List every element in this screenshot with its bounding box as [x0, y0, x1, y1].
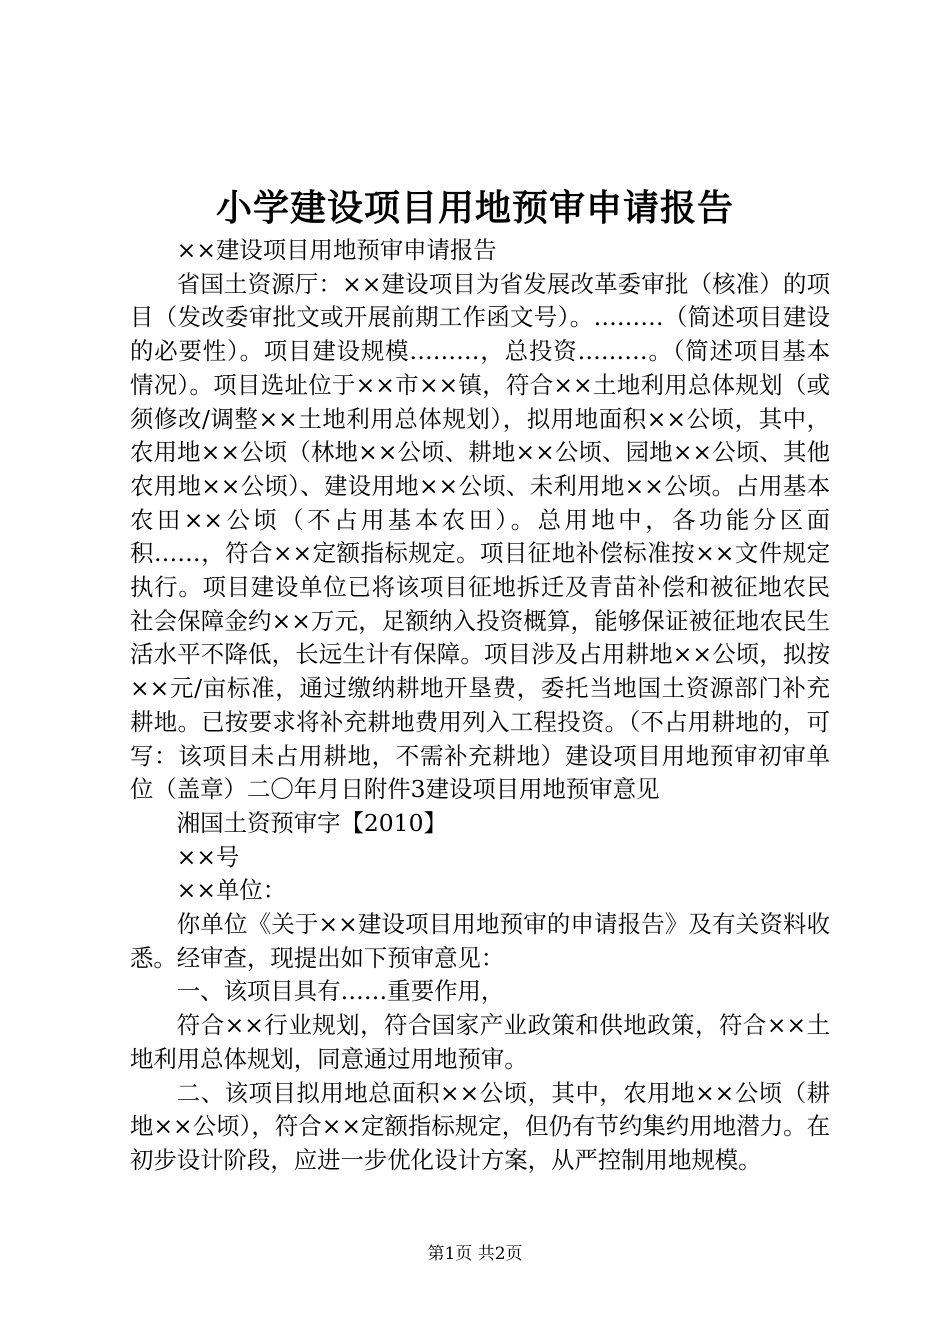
paragraph-number: ××号 — [176, 842, 240, 871]
paragraph-item-one: 一、该项目具有……重要作用， — [176, 977, 505, 1006]
document-title: 小学建设项目用地预审申请报告 — [215, 187, 734, 229]
page-footer: 第1页 共2页 — [427, 1244, 523, 1264]
paragraph-item-one-detail: 符合××行业规划，符合国家产业政策和供地政策，符合××土地利用总体规划，同意通过用地预审。 — [130, 1011, 830, 1073]
paragraph-main-report: 省国土资源厅：××建设项目为省发展改革委审批（核准）的项目（发改委审批文或开展前期工作函文号）。………（简述项目建设的必要性）。项目建设规模………，总投资………。（简述项目基本情况）。项目选址位于××市××镇，符合××土地利用总体规划（或须修改/调整××土地利用总体规划），拟用地面积××公顷，其中，农用地××公顷（林地××公顷、耕地××公顷、园地××公顷、其他农用地××公顷）、建设用地××公顷、未利用地××公顷。占用基本农田××公顷（不占用基本农田）。总用地中，各功能分区面积……，符合××定额指标规定。项目征地补偿标准按××文件规定执行。项目建设单位已将该项目征地拆迁及青苗补偿和被征地农民社会保障金约××万元，足额纳入投资概算，能够保证被征地农民生活水平不降低，长远生计有保障。项目涉及占用耕地××公顷，拟按××元/亩标准，通过缴纳耕地开垦费，委托当地国土资源部门补充耕地。已按要求将补充耕地费用列入工程投资。（不占用耕地的，可写：该项目未占用耕地，不需补充耕地）建设项目用地预审初审单位（盖章）二〇年月日附件3建设项目用地预审意见 — [130, 269, 830, 804]
paragraph-reference-number: 湘国土资预审字【2010】 — [176, 808, 447, 837]
paragraph-item-two: 二、该项目拟用地总面积××公顷，其中，农用地××公顷（耕地××公顷），符合××定额指标规定，但仍有节约集约用地潜力。在初步设计阶段，应进一步优化设计方案，从严控制用地规模。 — [130, 1078, 830, 1174]
paragraph-addressee: ××单位： — [176, 876, 287, 905]
paragraph-subtitle: ××建设项目用地预审申请报告 — [176, 236, 497, 264]
document-body — [130, 234, 830, 1178]
paragraph-opinion-intro: 你单位《关于××建设项目用地预审的申请报告》及有关资料收悉。经审查，现提出如下预审意见： — [130, 910, 830, 972]
